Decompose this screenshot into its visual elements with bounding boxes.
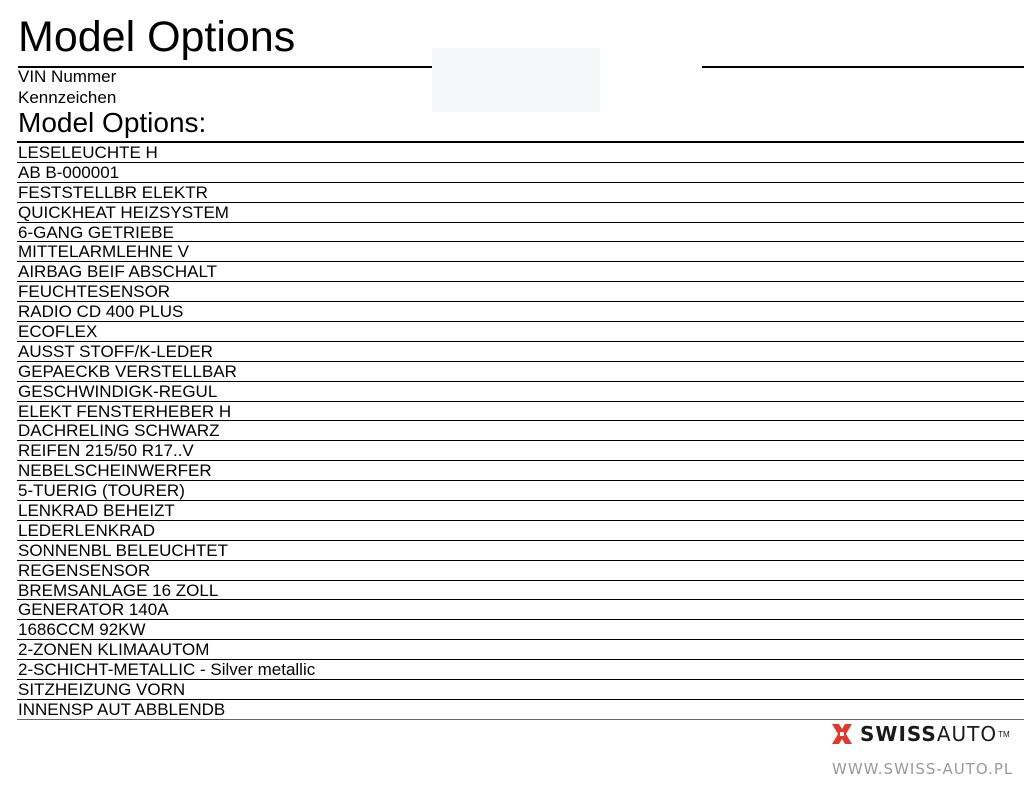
options-table (17, 141, 1024, 720)
page-title: Model Options (18, 13, 296, 61)
swiss-auto-cross-icon (830, 722, 854, 746)
option-row: 2-SCHICHT-METALLIC - Silver metallic (17, 660, 1024, 680)
option-row: QUICKHEAT HEIZSYSTEM (17, 203, 1024, 223)
option-row: ELEKT FENSTERHEBER H (17, 402, 1024, 422)
option-row: AB B-000001 (17, 163, 1024, 183)
redacted-area (432, 48, 600, 112)
logo-wordmark: SWISSAUTO (860, 722, 998, 746)
option-row: GESCHWINDIGK-REGUL (17, 382, 1024, 402)
plate-label: Kennzeichen (18, 88, 117, 107)
option-row: GENERATOR 140A (17, 600, 1024, 620)
swiss-auto-logo (830, 720, 1010, 748)
option-row: LESELEUCHTE H (17, 143, 1024, 163)
option-row: ECOFLEX (17, 322, 1024, 342)
option-row: 5-TUERIG (TOURER) (17, 481, 1024, 501)
title-underline-right (702, 66, 1024, 68)
option-row: BREMSANLAGE 16 ZOLL (17, 581, 1024, 601)
option-row: 1686CCM 92KW (17, 620, 1024, 640)
option-row: RADIO CD 400 PLUS (17, 302, 1024, 322)
option-row: LEDERLENKRAD (17, 521, 1024, 541)
option-row: REIFEN 215/50 R17..V (17, 441, 1024, 461)
option-row: FESTSTELLBR ELEKTR (17, 183, 1024, 203)
option-row: DACHRELING SCHWARZ (17, 421, 1024, 441)
option-row: AIRBAG BEIF ABSCHALT (17, 262, 1024, 282)
option-row: INNENSP AUT ABBLENDB (17, 700, 1024, 720)
option-row: GEPAECKB VERSTELLBAR (17, 362, 1024, 382)
option-row: LENKRAD BEHEIZT (17, 501, 1024, 521)
option-row: 2-ZONEN KLIMAAUTOM (17, 640, 1024, 660)
option-row: SITZHEIZUNG VORN (17, 680, 1024, 700)
option-row: SONNENBL BELEUCHTET (17, 541, 1024, 561)
option-row: FEUCHTESENSOR (17, 282, 1024, 302)
option-row: NEBELSCHEINWERFER (17, 461, 1024, 481)
option-row: MITTELARMLEHNE V (17, 242, 1024, 262)
option-row: AUSST STOFF/K-LEDER (17, 342, 1024, 362)
option-row: REGENSENSOR (17, 561, 1024, 581)
watermark-url: WWW.SWISS-AUTO.PL (832, 760, 1014, 778)
trademark-sign: TM (998, 729, 1010, 739)
option-row: 6-GANG GETRIEBE (17, 223, 1024, 243)
vin-label: VIN Nummer (18, 67, 117, 86)
section-title: Model Options: (18, 107, 207, 138)
